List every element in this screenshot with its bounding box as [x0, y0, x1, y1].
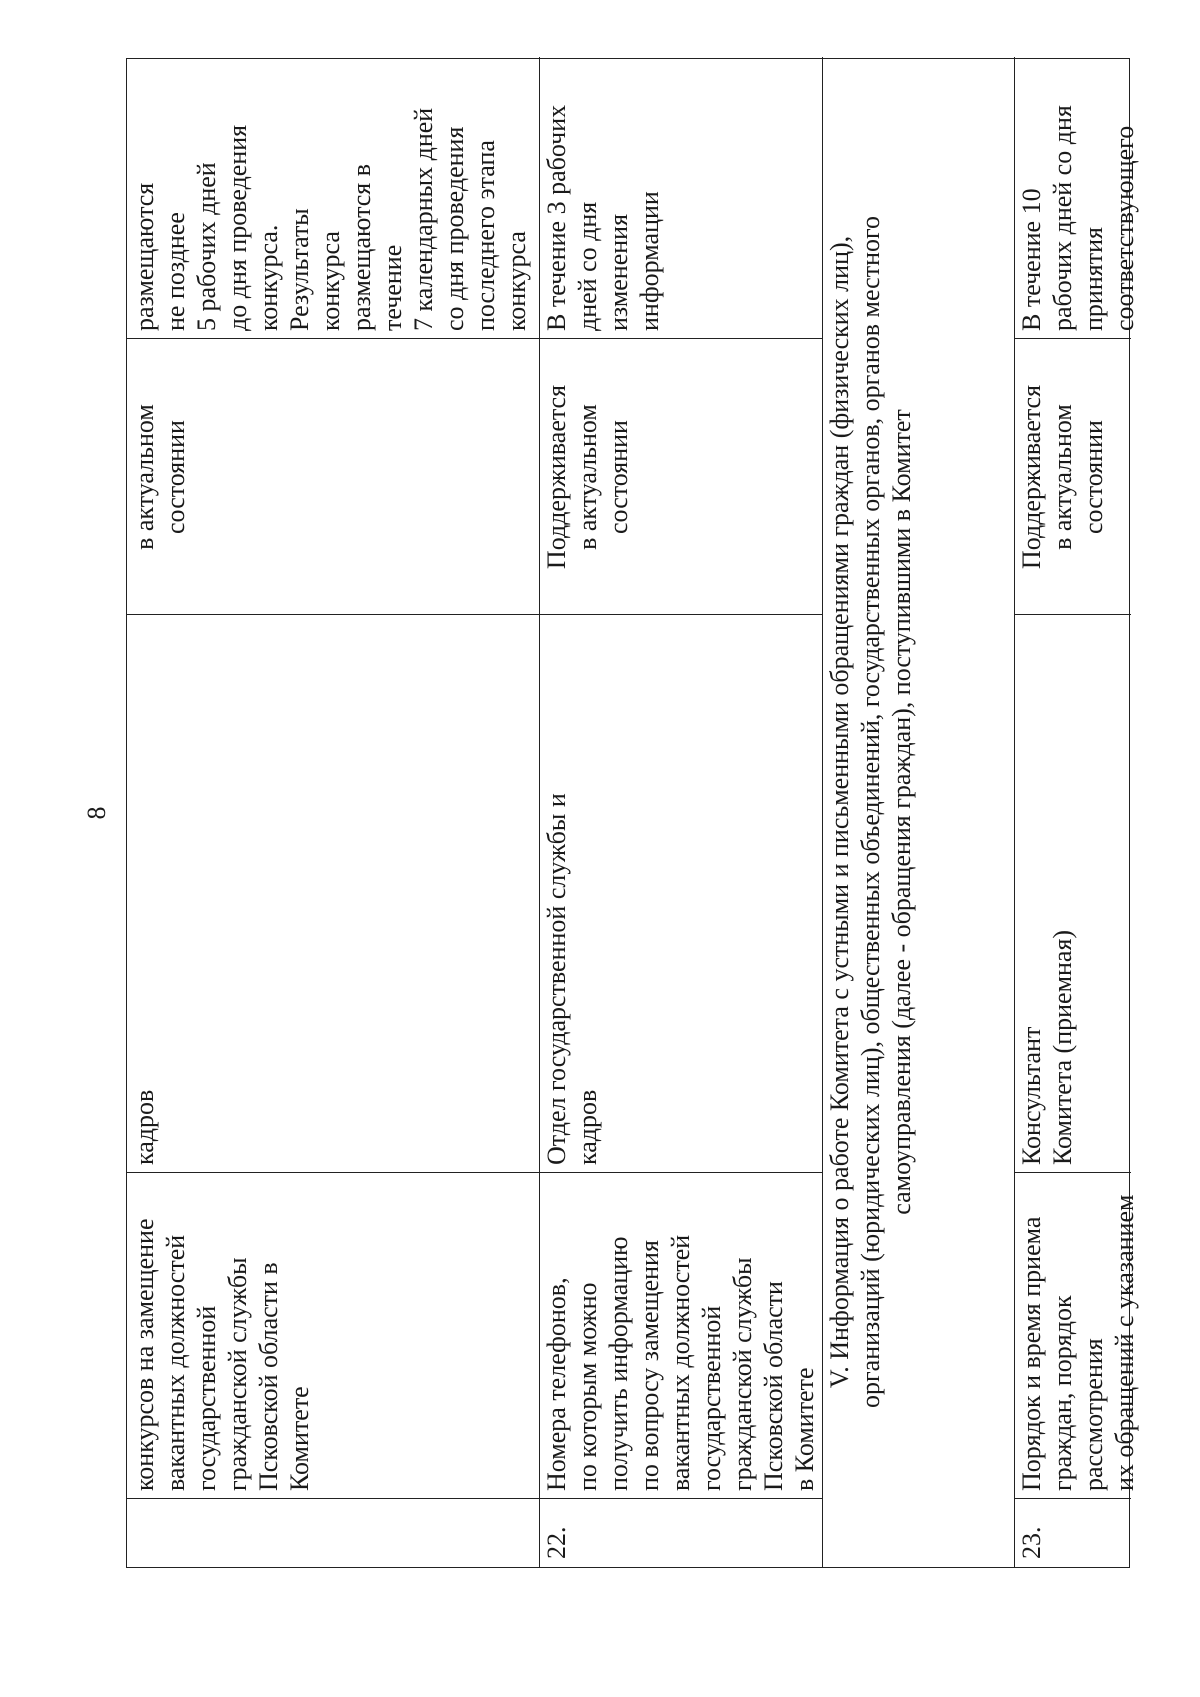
row23-frequency-cell: Поддерживается в актуальном состоянии	[1017, 384, 1108, 570]
cont-responsible-cell: кадров	[130, 1089, 159, 1165]
row23-responsible-cell: Консультант Комитета (приемная)	[1017, 929, 1077, 1165]
row22-deadline-cell: В течение 3 рабочих дней со дня изменения информации	[542, 104, 664, 331]
rotated-content	[82, 58, 1139, 1568]
row22-title-cell: Номера телефонов, по которым можно получить информацию по вопросу замещения вакантных должностей государственной гражданской службы Псковской области в Комитете	[542, 1234, 819, 1491]
cont-title-cell: конкурсов на замещение вакантных должностей государственной гражданской службы Псковской области в Комитете	[130, 1218, 314, 1491]
row22-frequency-cell: Поддерживается в актуальном состоянии	[542, 384, 633, 570]
row22-number: 22.	[542, 1526, 571, 1559]
info-table	[126, 58, 1139, 1568]
page-number: 8	[82, 806, 111, 820]
cont-frequency-cell: в актуальном состоянии	[130, 404, 190, 550]
section-v-heading: V. Информация о работе Комитета с устными и письменными обращениями граждан (физических лиц), организаций (юридических лиц), общественных объединений, государственных органов, органов местного самоуправления (далее - обращения граждан), поступившими в Комитет	[825, 216, 916, 1409]
row23-title-cell: Порядок и время приема граждан, порядок рассмотрения их обращений с указанием	[1017, 1194, 1139, 1491]
row23-deadline-cell: В течение 10 рабочих дней со дня принятия соответствующего	[1017, 105, 1139, 331]
cont-deadline-cell: размещаются не позднее 5 рабочих дней до дня проведения конкурса. Результаты конкурса размещаются в течение 7 календарных дней со дня проведения последнего этапа конкурса	[130, 107, 531, 331]
row23-number: 23.	[1017, 1526, 1046, 1559]
row22-responsible-cell: Отдел государственной службы и кадров	[542, 793, 602, 1165]
